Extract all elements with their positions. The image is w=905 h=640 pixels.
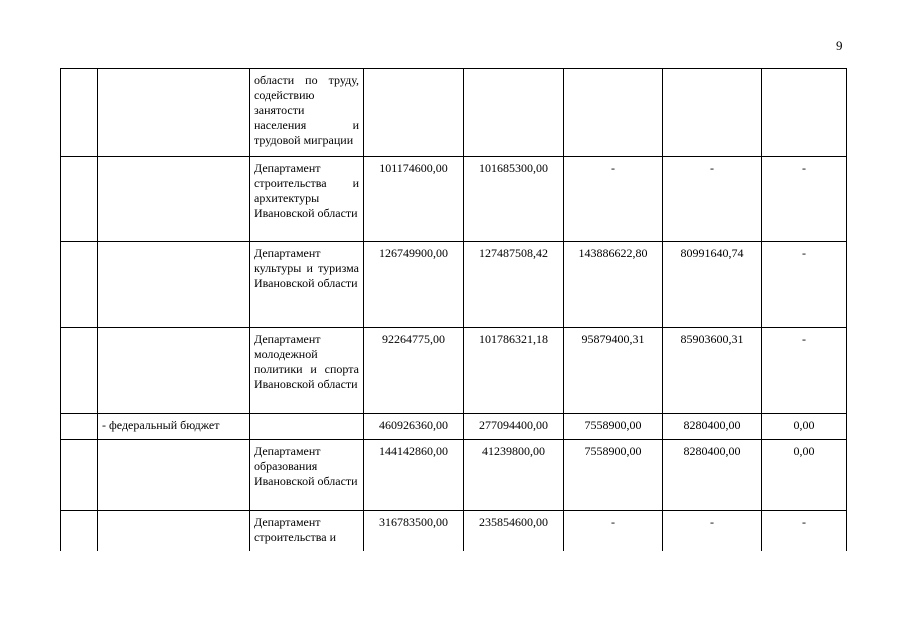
value-cell — [762, 69, 847, 157]
table-row — [61, 242, 847, 328]
value-cell: 80991640,74 — [663, 242, 762, 328]
table-row — [61, 69, 847, 157]
row-number-cell — [61, 69, 98, 157]
value-cell: 460926360,00 — [364, 414, 464, 440]
budget-table — [60, 68, 847, 551]
value-cell: - — [762, 328, 847, 414]
value-cell: 101786321,18 — [464, 328, 564, 414]
row-label-cell — [98, 157, 250, 242]
table-row — [61, 328, 847, 414]
value-cell: 0,00 — [762, 440, 847, 511]
table-row — [61, 157, 847, 242]
value-cell: 316783500,00 — [364, 511, 464, 551]
value-cell: 235854600,00 — [464, 511, 564, 551]
value-cell — [464, 69, 564, 157]
page-number: 9 — [836, 38, 843, 53]
row-label-cell — [98, 511, 250, 551]
organization-cell: Департамент строительства и — [250, 511, 364, 551]
value-cell: 85903600,31 — [663, 328, 762, 414]
table-row — [61, 414, 847, 440]
value-cell: - — [564, 511, 663, 551]
organization-cell: Департамент культуры и туризма Ивановской области — [250, 242, 364, 328]
value-cell — [564, 69, 663, 157]
value-cell: - — [762, 157, 847, 242]
value-cell — [364, 69, 464, 157]
value-cell: - — [564, 157, 663, 242]
organization-cell — [250, 414, 364, 440]
value-cell: 41239800,00 — [464, 440, 564, 511]
row-label-cell — [98, 242, 250, 328]
organization-cell: Департамент образования Ивановской области — [250, 440, 364, 511]
row-number-cell — [61, 414, 98, 440]
value-cell: 143886622,80 — [564, 242, 663, 328]
value-cell: 0,00 — [762, 414, 847, 440]
value-cell: 126749900,00 — [364, 242, 464, 328]
value-cell: 7558900,00 — [564, 414, 663, 440]
row-number-cell — [61, 242, 98, 328]
row-label-cell — [98, 69, 250, 157]
row-label-cell — [98, 328, 250, 414]
value-cell: - — [762, 242, 847, 328]
row-number-cell — [61, 328, 98, 414]
value-cell: 277094400,00 — [464, 414, 564, 440]
value-cell: - — [663, 157, 762, 242]
value-cell: 101685300,00 — [464, 157, 564, 242]
value-cell: 8280400,00 — [663, 440, 762, 511]
row-number-cell — [61, 157, 98, 242]
table-row — [61, 440, 847, 511]
organization-cell: Департамент молодежной политики и спорта Ивановской области — [250, 328, 364, 414]
value-cell — [663, 69, 762, 157]
organization-cell: области по труду, содействию занятости населения и трудовой миграции — [250, 69, 364, 157]
value-cell: - — [663, 511, 762, 551]
row-number-cell — [61, 440, 98, 511]
value-cell: 8280400,00 — [663, 414, 762, 440]
value-cell: 95879400,31 — [564, 328, 663, 414]
value-cell: 92264775,00 — [364, 328, 464, 414]
row-label-cell — [98, 440, 250, 511]
value-cell: 101174600,00 — [364, 157, 464, 242]
value-cell: 144142860,00 — [364, 440, 464, 511]
value-cell: - — [762, 511, 847, 551]
value-cell: 7558900,00 — [564, 440, 663, 511]
row-label-cell: - федеральный бюджет — [98, 414, 250, 440]
organization-cell: Департамент строительства и архитектуры Ивановской области — [250, 157, 364, 242]
value-cell: 127487508,42 — [464, 242, 564, 328]
table-row — [61, 511, 847, 551]
row-number-cell — [61, 511, 98, 551]
